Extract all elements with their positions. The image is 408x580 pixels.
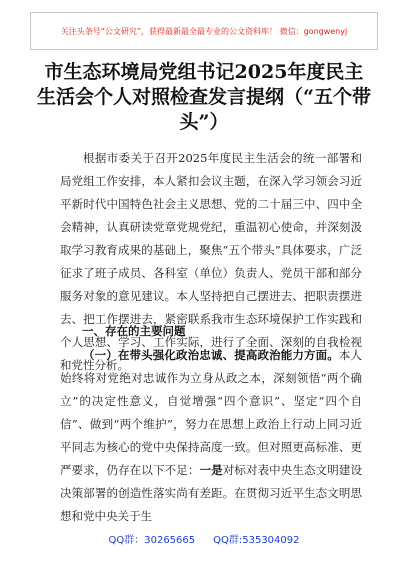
footer-contact [0,531,408,546]
intro-paragraph: 根据市委关于召开2025年度民主生活会的统一部署和局党组工作安排，本人紧扣会议主题，在深入学习领会习近平新时代中国特色社会主义思想、党的二十届三中、四中全会精神，认真研读党章党规党纪，重温初心使命，并深刻汲取学习教育成果的基础上，聚焦“五个带头”具体要求，广泛征求了班子成员、各科室（单位）负责人、党员干部和部分服务对象的意见建议。本人坚持把自己摆进去、把职责摆进去、把工作摆进去，紧密联系我市生态环境保护工作实践和个人思想、学习、工作实际，进行了全面、深刻的自我检视和党性分析。 [60,151,362,372]
body-paragraph [60,344,362,528]
promo-banner [30,12,378,50]
promo-banner-text: 关注头条号“公文研究”，获得最新最全最专业的公文资料库！ 微信：gongwenyj [60,26,348,36]
paragraph-text: 本人始终将对党绝对忠诚作为立身从政之本，深刻领悟“两个确立”的决定性意义，自觉增强“四个意识”、坚定“四个自信”、做到“两个维护”，努力在思想上政治上行动上同习近平同志为核心的党中央保持高度一致。但对照更高标准、更严要求，仍存在以下不足： [60,348,363,477]
subsection-heading: （一）在带头强化政治忠诚、提高政治能力方面。 [83,348,339,362]
footer-qq-group-1: QQ群：30265665 [108,535,196,546]
footer-qq-group-2: QQ群:535304092 [213,535,300,546]
section-heading: 一、存在的主要问题 [82,324,186,338]
document-title: 市生态环境局党组书记2025年度民主生活会个人对照检查发言提纲（“五个带头”） [37,61,371,133]
point-text: 对标对表中央生态文明建设决策部署的创造性落实尚有差距。在贯彻习近平生态文明思想和党中央关于生 [60,463,363,523]
point-label: 一是 [199,463,223,477]
